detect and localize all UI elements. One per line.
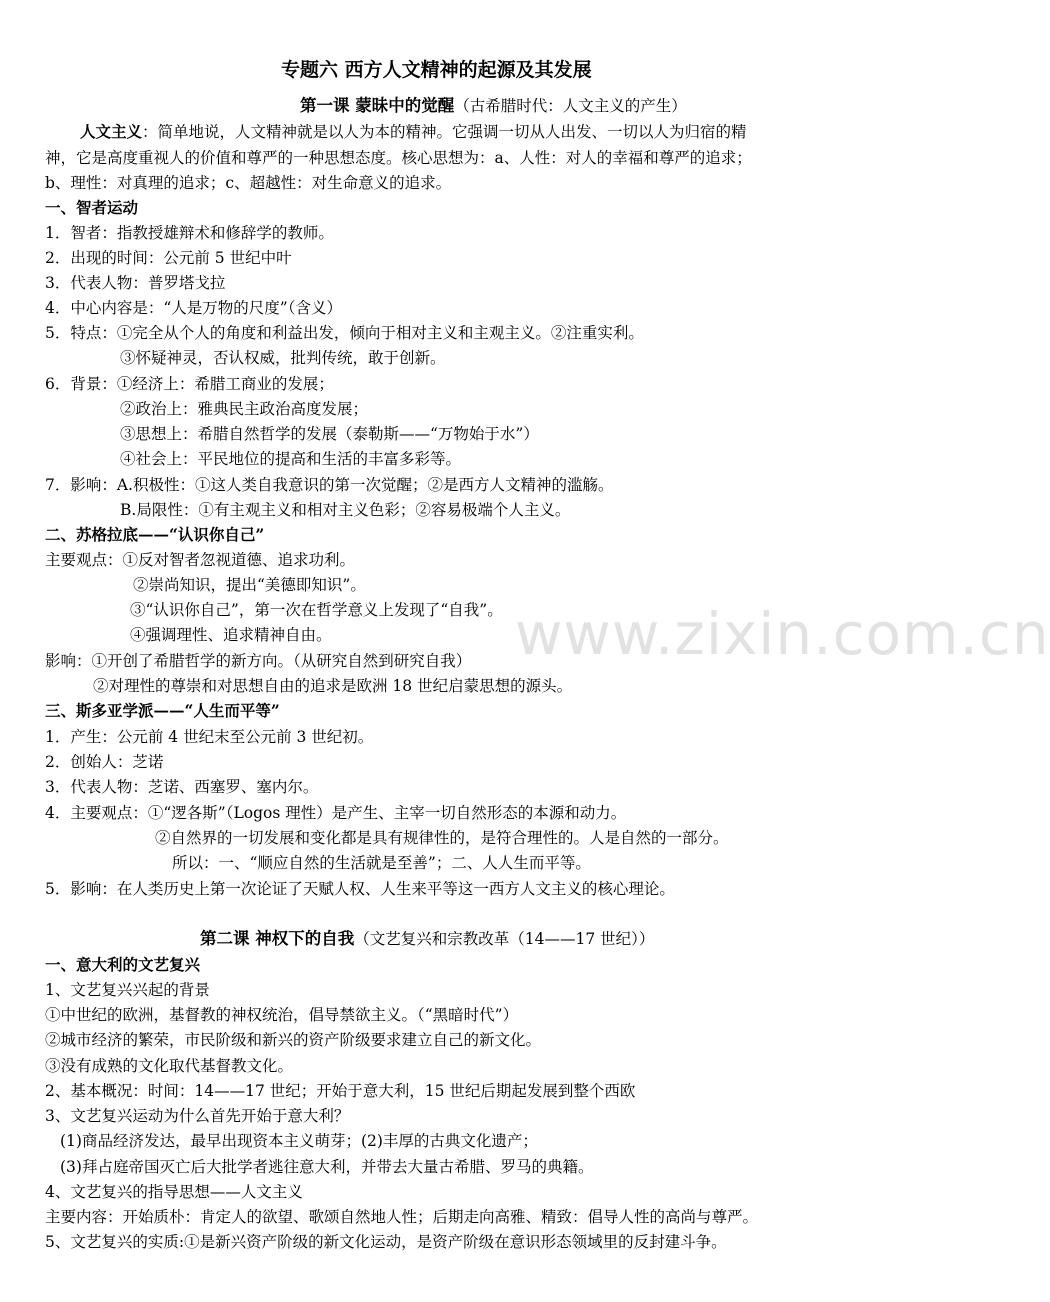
intro-text-1: ：简单地说，人文精神就是以人为本的精神。它强调一切从人出发、一切以人为归宿的精 bbox=[142, 123, 747, 141]
intro-line-3: b、理性：对真理的追求；c、超越性：对生命意义的追求。 bbox=[45, 174, 452, 192]
list-item: 主要观点：①反对智者忽视道德、追求功利。 bbox=[45, 551, 356, 569]
section-socrates-heading: 二、苏格拉底——“认识你自己” bbox=[45, 525, 265, 544]
list-item: ③思想上：希腊自然哲学的发展（泰勒斯——“万物始于水”） bbox=[120, 425, 539, 443]
section-renaissance-heading: 一、意大利的文艺复兴 bbox=[45, 955, 201, 974]
lesson1-heading: 第一课 蒙昧中的觉醒 bbox=[300, 96, 455, 115]
list-item: 2、基本概况：时间：14——17 世纪；开始于意大利，15 世纪后期起发展到整个西欧 bbox=[45, 1082, 636, 1100]
lesson1-heading-line bbox=[300, 96, 687, 116]
intro-line-2: 神，它是高度重视人的价值和尊严的一种思想态度。核心思想为：a、人性：对人的幸福和尊严的追求； bbox=[45, 149, 752, 167]
list-item: 5、文艺复兴的实质:①是新兴资产阶级的新文化运动，是资产阶级在意识形态领域里的反封建斗争。 bbox=[45, 1233, 727, 1251]
list-item: (1)商品经济发达，最早出现资本主义萌芽；(2)丰厚的古典文化遗产； bbox=[60, 1132, 538, 1150]
list-item: 影响：①开创了希腊哲学的新方向。（从研究自然到研究自我） bbox=[45, 652, 472, 670]
list-item: ③“认识你自己”，第一次在哲学意义上发现了“自我”。 bbox=[130, 601, 503, 619]
watermark: www.zixin.com.cn bbox=[515, 600, 1050, 668]
list-item: 5．特点：①完全从个人的角度和利益出发，倾向于相对主义和主观主义。②注重实利。 bbox=[45, 324, 644, 342]
list-item: ②政治上：雅典民主政治高度发展； bbox=[120, 400, 369, 418]
lesson2-heading-line bbox=[200, 929, 654, 949]
list-item: ④社会上：平民地位的提高和生活的丰富多彩等。 bbox=[120, 450, 462, 468]
list-item: 3．代表人物：普罗塔戈拉 bbox=[45, 274, 226, 292]
lesson1-subtitle: （古希腊时代：人文主义的产生） bbox=[454, 97, 687, 115]
list-item: ②自然界的一切发展和变化都是具有规律性的，是符合理性的。人是自然的一部分。 bbox=[155, 829, 729, 847]
section-sophists-heading: 一、智者运动 bbox=[45, 198, 139, 217]
list-item: ②对理性的尊崇和对思想自由的追求是欧洲 18 世纪启蒙思想的源头。 bbox=[93, 677, 573, 695]
list-item: ③没有成熟的文化取代基督教文化。 bbox=[45, 1057, 294, 1075]
list-item: 4．主要观点：①“逻各斯”（Logos 理性）是产生、主宰一切自然形态的本源和动力。 bbox=[45, 804, 627, 822]
section-stoics-heading: 三、斯多亚学派——“人生而平等” bbox=[45, 701, 280, 720]
list-item: 主要内容：开始质朴：肯定人的欲望、歌颂自然地人性；后期走向高雅、精致：倡导人性的高尚与尊严。 bbox=[45, 1208, 759, 1226]
list-item: ①中世纪的欧洲，基督教的神权统治，倡导禁欲主义。（“黑暗时代”） bbox=[45, 1006, 519, 1024]
list-item: 6．背景：①经济上：希腊工商业的发展； bbox=[45, 375, 334, 393]
document-title: 专题六 西方人文精神的起源及其发展 bbox=[281, 59, 592, 81]
list-item: 4．中心内容是：“人是万物的尺度”（含义） bbox=[45, 299, 342, 317]
list-item: 1、文艺复兴兴起的背景 bbox=[45, 981, 210, 999]
list-item: 7．影响：A.积极性：①这人类自我意识的第一次觉醒；②是西方人文精神的滥觞。 bbox=[45, 476, 614, 494]
list-item: 2．创始人：芝诺 bbox=[45, 753, 164, 771]
list-item: (3)拜占庭帝国灭亡后大批学者逃往意大利，并带去大量古希腊、罗马的典籍。 bbox=[60, 1158, 594, 1176]
list-item: 3．代表人物：芝诺、西塞罗、塞内尔。 bbox=[45, 778, 319, 796]
intro-line-1 bbox=[80, 122, 747, 142]
list-item: ②城市经济的繁荣，市民阶级和新兴的资产阶级要求建立自己的新文化。 bbox=[45, 1031, 542, 1049]
lesson2-heading: 第二课 神权下的自我 bbox=[200, 929, 355, 948]
intro-term: 人文主义 bbox=[80, 122, 143, 141]
list-item: ④强调理性、追求精神自由。 bbox=[130, 626, 332, 644]
list-item: 1．产生：公元前 4 世纪末至公元前 3 世纪初。 bbox=[45, 728, 374, 746]
list-item: 4、文艺复兴的指导思想——人文主义 bbox=[45, 1183, 303, 1201]
list-item: 3、文艺复兴运动为什么首先开始于意大利？ bbox=[45, 1107, 350, 1125]
list-item: ②崇尚知识，提出“美德即知识”。 bbox=[133, 576, 366, 594]
list-item: 所以：一、“顺应自然的生活就是至善”；二、人人生而平等。 bbox=[172, 854, 591, 872]
list-item: 1．智者：指教授雄辩术和修辞学的教师。 bbox=[45, 224, 334, 242]
lesson2-subtitle: （文艺复兴和宗教改革（14——17 世纪）） bbox=[354, 930, 655, 948]
list-item: 5．影响：在人类历史上第一次论证了天赋人权、人生来平等这一西方人文主义的核心理论。 bbox=[45, 880, 675, 898]
list-item: 2．出现的时间：公元前 5 世纪中叶 bbox=[45, 249, 292, 267]
list-item: B.局限性：①有主观主义和相对主义色彩；②容易极端个人主义。 bbox=[120, 501, 571, 519]
list-item: ③怀疑神灵，否认权威，批判传统，敢于创新。 bbox=[120, 349, 446, 367]
